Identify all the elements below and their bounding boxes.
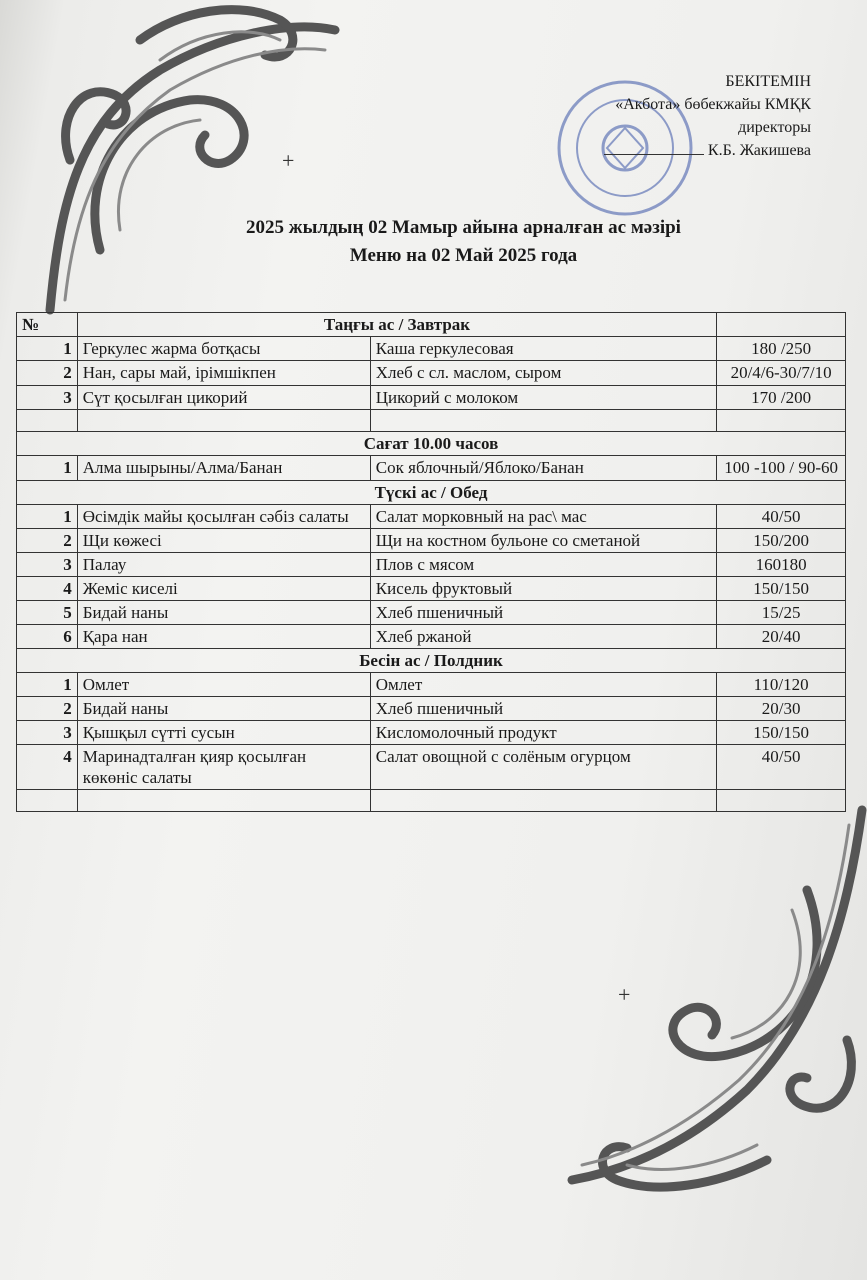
table-row: 1 Геркулес жарма ботқасы Каша геркулесовая 180 /250 <box>17 337 846 361</box>
signature <box>604 154 704 155</box>
table-row: 2 Нан, сары май, ірімшікпен Хлеб с сл. маслом, сыром 20/4/6-30/7/10 <box>17 361 846 386</box>
table-row: 2 Бидай наны Хлеб пшеничный 20/30 <box>17 697 846 721</box>
table-row: 4 Жеміс киселі Кисель фруктовый 150/150 <box>17 577 846 601</box>
table-row: 3 Қышқыл сүтті сусын Кисломолочный продукт 150/150 <box>17 721 846 745</box>
section-title: Түскі ас / Обед <box>17 481 846 505</box>
ornament-plus-bottom: + <box>618 982 631 1007</box>
section-title: Бесін ас / Полдник <box>17 649 846 673</box>
title-ru: Меню на 02 Май 2025 года <box>349 245 578 266</box>
table-row: 1 Омлет Омлет 110/120 <box>17 673 846 697</box>
ornament-plus-top: + <box>282 148 295 173</box>
approval-line-4: К.Б. Жакишева <box>707 142 811 159</box>
table-row-empty <box>17 410 846 432</box>
approval-block <box>511 70 811 162</box>
table-row: 3 Палау Плов с мясом 160180 <box>17 553 846 577</box>
menu-table <box>16 312 846 812</box>
table-row: 6 Қара нан Хлеб ржаной 20/40 <box>17 625 846 649</box>
corner-ornament-top-left <box>40 0 340 320</box>
table-row: 4 Маринадталған қияр қосылған көкөніс салаты Салат овощной с солёным огурцом 40/50 <box>17 745 846 790</box>
table-row: 1 Өсімдік майы қосылған сәбіз салаты Салат морковный на рас\ мас 40/50 <box>17 505 846 529</box>
menu-titles <box>0 214 867 270</box>
title-kz: 2025 жылдың 02 Мамыр айына арналған ас мәзірі <box>246 217 681 238</box>
approval-line-3: директоры <box>738 119 811 136</box>
table-row: 3 Сүт қосылған цикорий Цикорий с молоком 170 /200 <box>17 386 846 410</box>
corner-ornament-bottom-right <box>567 800 867 1200</box>
table-row: 5 Бидай наны Хлеб пшеничный 15/25 <box>17 601 846 625</box>
approval-line-2: «Акбота» бөбекжайы КМҚК <box>615 96 811 113</box>
section-title: Сағат 10.00 часов <box>17 432 846 456</box>
table-row: 1 Алма шырыны/Алма/Банан Сок яблочный/Яблоко/Банан 100 -100 / 90-60 <box>17 456 846 481</box>
approval-line-1: БЕКІТЕМІН <box>725 73 811 90</box>
section-title: Таңғы ас / Завтрак <box>77 313 717 337</box>
table-row: 2 Щи көжесі Щи на костном бульоне со сметаной 150/200 <box>17 529 846 553</box>
num-header: № <box>17 313 78 337</box>
